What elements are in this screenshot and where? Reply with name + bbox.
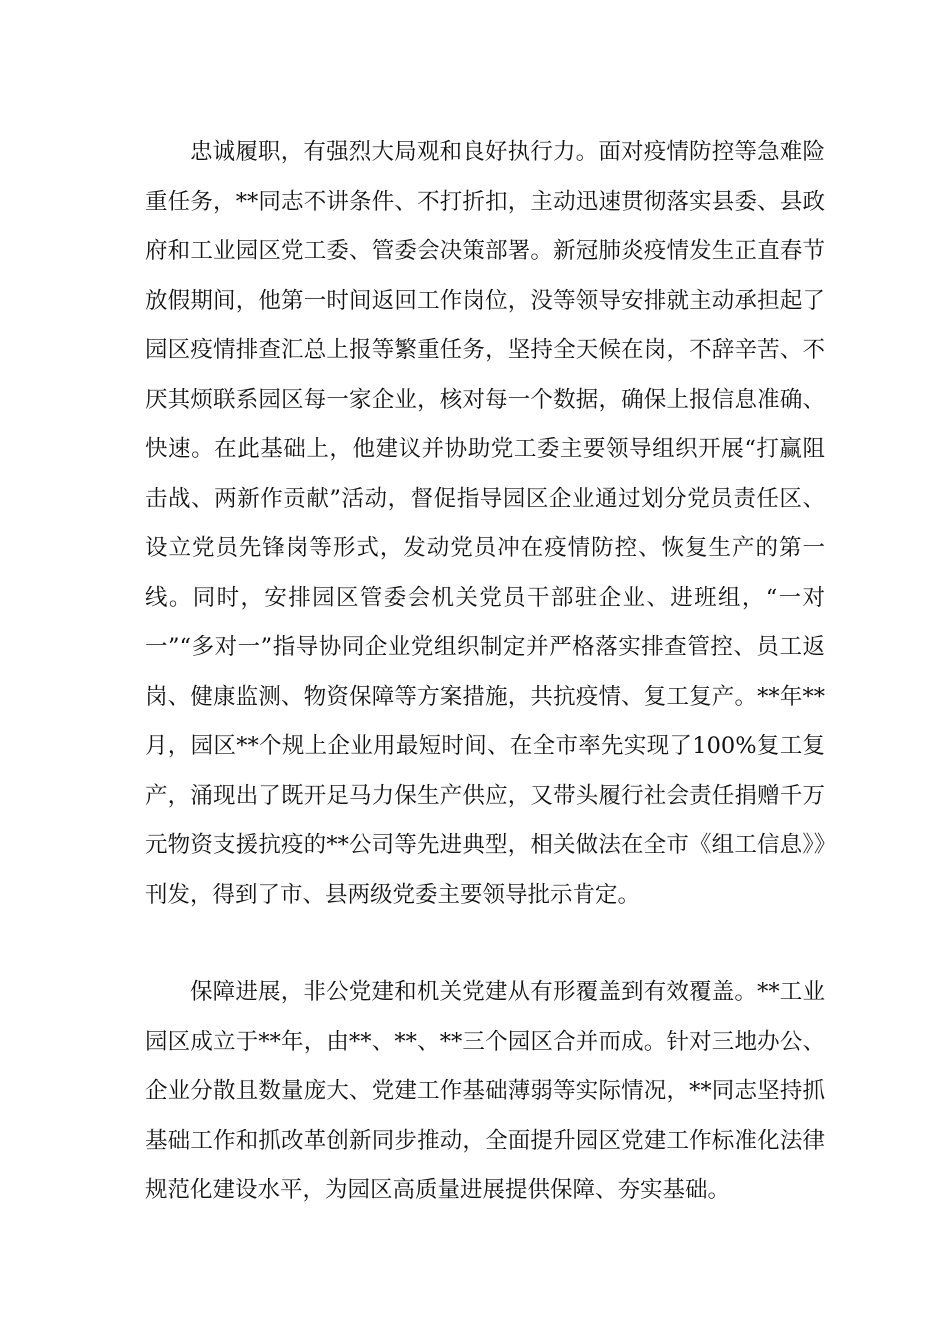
paragraph-1: 忠诚履职，有强烈大局观和良好执行力。面对疫情防控等急难险重任务，**同志不讲条件、不打折扣，主动迅速贯彻落实县委、县政府和工业园区党工委、管委会决策部署。新冠肺炎疫情发生正直春节放假期间，他第一时间返回工作岗位，没等领导安排就主动承担起了园区疫情排查汇总上报等繁重任务，坚持全天候在岗，不辞辛苦、不厌其烦联系园区每一家企业，核对每一个数据，确保上报信息准确、快速。在此基础上，他建议并协助党工委主要领导组织开展“打赢阻击战、两新作贡献”活动，督促指导园区企业通过划分党员责任区、设立党员先锋岗等形式，发动党员冲在疫情防控、恢复生产的第一线。同时，安排园区管委会机关党员干部驻企业、进班组，“一对一”“多对一”指导协同企业党组织制定并严格落实排查管控、员工返岗、健康监测、物资保障等方案措施，共抗疫情、复工复产。**年**月，园区**个规上企业用最短时间、在全市率先实现了100%复工复产，涌现出了既开足马力保生产供应，又带头履行社会责任捐赠千万元物资支援抗疫的**公司等先进典型，相关做法在全市《组工信息》》刊发，得到了市、县两级党委主要领导批示肯定。 xyxy=(145,139,825,908)
paragraph-2: 保障进展，非公党建和机关党建从有形覆盖到有效覆盖。**工业园区成立于**年，由**、**、**三个园区合并而成。针对三地办公、企业分散且数量庞大、党建工作基础薄弱等实际情况，**同志坚持抓基础工作和抓改革创新同步推动，全面提升园区党建工作标准化法律规范化建设水平，为园区高质量进展提供保障、夯实基础。 xyxy=(145,979,825,1203)
